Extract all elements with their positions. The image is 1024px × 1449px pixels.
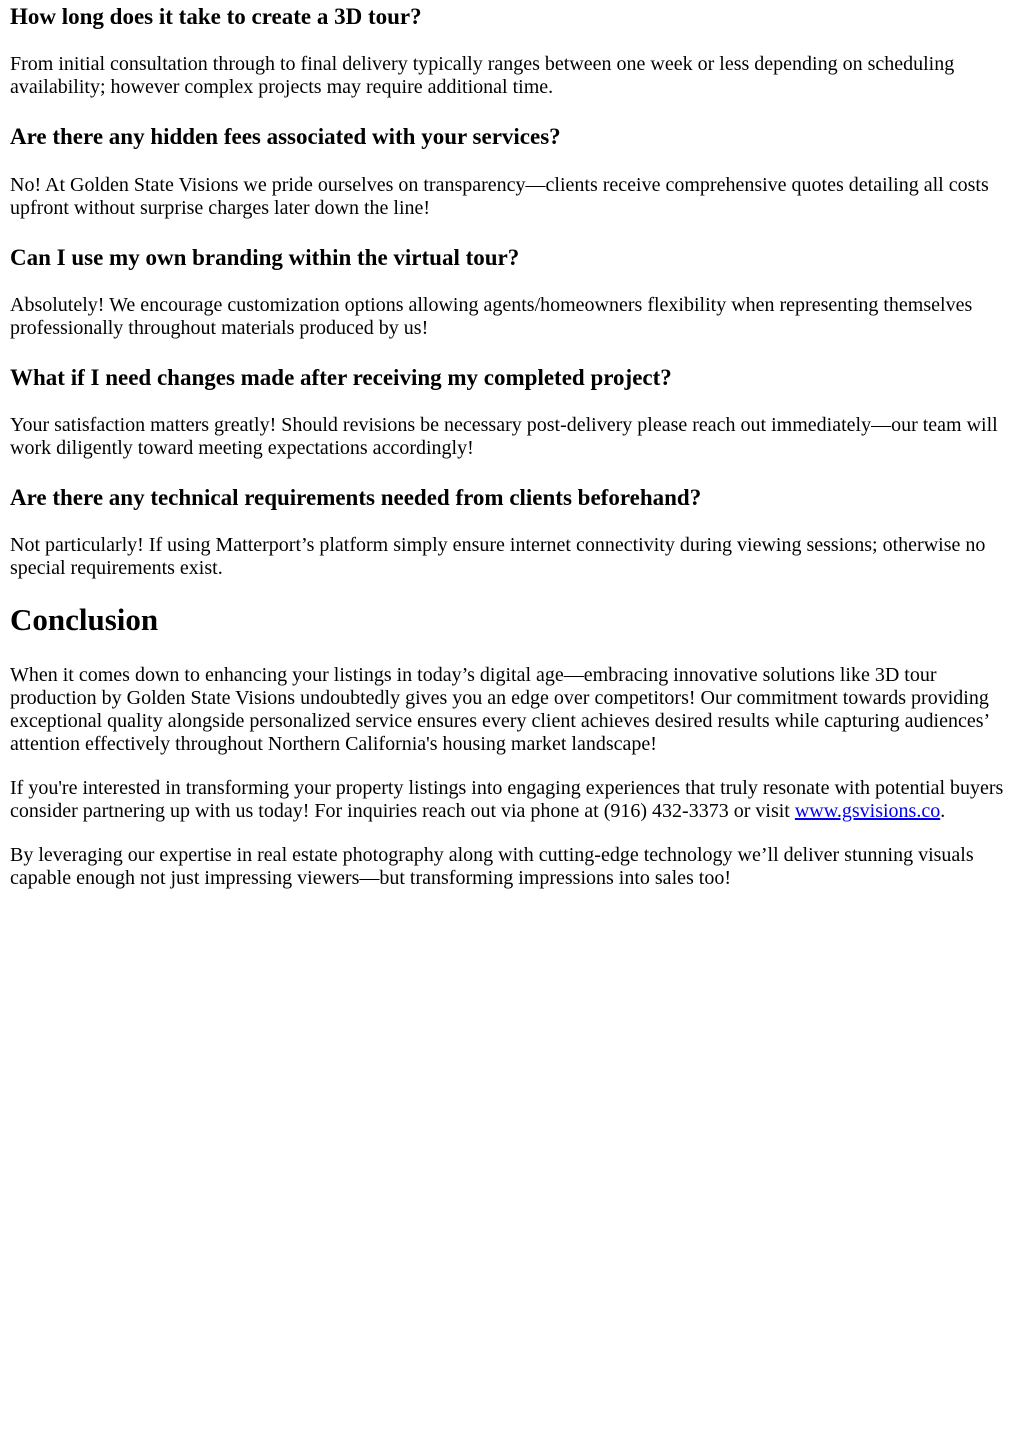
conclusion-paragraph-2-end: .: [940, 800, 946, 822]
conclusion-heading: Conclusion: [10, 602, 159, 637]
faq-answer-1: From initial consultation through to final delivery typically ranges between one week or less depending on scheduling availability; however complex projects may require additional time.: [10, 53, 955, 98]
faq-answer-2: No! At Golden State Visions we pride ourselves on transparency—clients receive comprehensive quotes detailing all costs upfront without surprise charges later down the line!: [10, 174, 989, 219]
conclusion-paragraph-1: When it comes down to enhancing your listings in today’s digital age—embracing innovative solutions like 3D tour production by Golden State Visions undoubtedly gives you an edge over competitors! Our commitment towards providing exceptional quality alongside personalized service ensures every client achieves desired results while capturing audiences’ attention effectively throughout Northern California's housing market landscape!: [10, 664, 989, 755]
conclusion-paragraph-3: By leveraging our expertise in real estate photography along with cutting-edge technology we’ll deliver stunning visuals capable enough not just impressing viewers—but transforming impressions into sales too!: [10, 844, 974, 889]
faq-question-5: Are there any technical requirements needed from clients beforehand?: [10, 485, 702, 510]
faq-question-1: How long does it take to create a 3D tour?: [10, 4, 422, 29]
faq-question-3: Can I use my own branding within the virtual tour?: [10, 245, 520, 270]
conclusion-paragraph-2-text: If you're interested in transforming your property listings into engaging experiences that truly resonate with potential buyers consider partnering up with us today! For inquiries reach out via phone at (916) 432-3373 or visit: [10, 777, 1004, 822]
faq-question-4: What if I need changes made after receiving my completed project?: [10, 365, 672, 390]
faq-question-2: Are there any hidden fees associated with your services?: [10, 124, 561, 149]
article-body: [0, 3, 1024, 890]
faq-answer-4: Your satisfaction matters greatly! Should revisions be necessary post-delivery please reach out immediately—our team will work diligently toward meeting expectations accordingly!: [10, 414, 998, 459]
faq-answer-5: Not particularly! If using Matterport’s platform simply ensure internet connectivity during viewing sessions; otherwise no special requirements exist.: [10, 534, 986, 579]
conclusion-paragraph-2: [10, 777, 1014, 823]
faq-answer-3: Absolutely! We encourage customization options allowing agents/homeowners flexibility when representing themselves professionally throughout materials produced by us!: [10, 294, 973, 339]
website-link[interactable]: www.gsvisions.co: [794, 800, 941, 822]
